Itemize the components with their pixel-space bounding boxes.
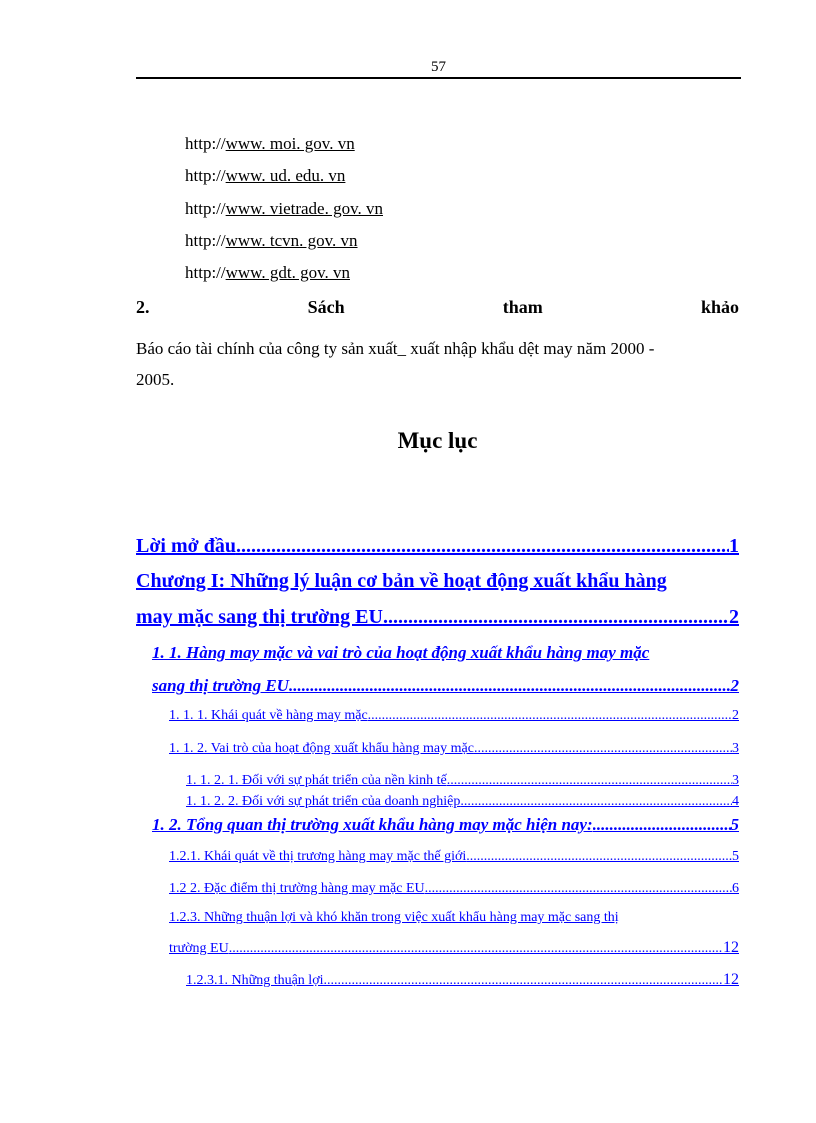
url-link[interactable]: www. moi. gov. vn: [225, 134, 355, 153]
toc-entry[interactable]: [186, 972, 739, 989]
toc-entry-text: sang thị trường EU: [152, 676, 289, 695]
toc-entry-text: 1. 1. 2. Vai trò của hoạt động xuất khẩu hàng may mặc: [169, 741, 474, 756]
toc-entry-cont[interactable]: [169, 939, 739, 957]
toc-leader: [323, 973, 723, 989]
toc-entry-text: Chương I: Những lý luận cơ bản về hoạt động xuất khẩu hàng: [136, 570, 667, 592]
book-reference-cont: 2005.: [136, 370, 175, 389]
toc-entry[interactable]: [152, 814, 739, 835]
toc-entry[interactable]: [169, 707, 739, 724]
url-link[interactable]: www. tcvn. gov. vn: [225, 231, 358, 250]
toc-leader: [383, 605, 729, 629]
url-link[interactable]: www. vietrade. gov. vn: [225, 199, 383, 218]
toc-entry-text: trường EU: [169, 941, 229, 956]
toc-entry-text: 1. 1. 2. 2. Đối với sự phát triển của doanh nghiệp: [186, 794, 461, 809]
url-link[interactable]: www. gdt. gov. vn: [225, 263, 350, 282]
toc-entry-text: 1.2.3. Những thuận lợi và khó khăn trong việc xuất khẩu hàng may mặc sang thị: [169, 910, 619, 925]
toc-page: 5: [730, 815, 739, 834]
toc-entry[interactable]: [136, 569, 739, 593]
toc-entry-text: 1. 2. Tổng quan thị trường xuất khẩu hàng may mặc hiện nay:: [152, 815, 593, 834]
url-item: [185, 166, 345, 186]
toc-page: 5: [732, 849, 739, 864]
toc-leader: [593, 814, 731, 835]
toc-page: 3: [732, 773, 739, 788]
toc-leader: [474, 740, 732, 757]
toc-page: 2: [729, 606, 739, 628]
url-item: [185, 199, 383, 219]
toc-page: 1: [729, 535, 739, 557]
url-prefix: http://: [185, 166, 226, 185]
toc-leader: [289, 675, 731, 696]
toc-title: Mục lục: [397, 428, 478, 453]
toc-entry[interactable]: [169, 848, 739, 865]
toc-entry[interactable]: [186, 773, 739, 789]
toc-entry-text: 1. 1. 2. 1. Đối với sự phát triển của nền kinh tế: [186, 773, 447, 788]
toc-leader: [425, 880, 732, 897]
toc-leader: [447, 773, 732, 789]
section-word: tham: [502, 297, 543, 317]
header-rule: [136, 77, 741, 79]
toc-leader: [368, 707, 732, 724]
toc-entry[interactable]: [152, 642, 739, 663]
toc-entry[interactable]: [169, 880, 739, 897]
toc-page: 6: [732, 881, 739, 896]
toc-entry-text: Lời mở đầu: [136, 535, 236, 557]
url-prefix: http://: [185, 134, 226, 153]
toc-page: 12: [723, 939, 739, 956]
toc-page: 12: [723, 972, 739, 988]
section-word: khảo: [700, 297, 739, 317]
toc-page: 3: [732, 741, 739, 756]
url-item: [185, 263, 350, 283]
url-prefix: http://: [185, 199, 226, 218]
toc-entry[interactable]: [186, 794, 739, 810]
toc-leader: [229, 940, 723, 957]
toc-entry-text: 1.2.3.1. Những thuận lợi: [186, 973, 324, 988]
toc-entry-text: may mặc sang thị trường EU: [136, 606, 383, 628]
toc-page: 4: [732, 794, 739, 809]
toc-page: 2: [730, 676, 739, 695]
url-item: [185, 231, 358, 251]
book-reference: Báo cáo tài chính của công ty sản xuất_ xuất nhập khẩu dệt may năm 2000 -: [136, 339, 655, 358]
toc-entry-text: 1. 1. Hàng may mặc và vai trò của hoạt động xuất khẩu hàng may mặc: [152, 643, 650, 662]
toc-entry-text: 1. 1. 1. Khái quát về hàng may mặc: [169, 708, 368, 723]
section-word: Sách: [307, 297, 345, 317]
url-prefix: http://: [185, 263, 226, 282]
toc-entry-cont[interactable]: [152, 675, 739, 696]
section-number: 2.: [136, 297, 150, 317]
toc-entry-text: 1.2.1. Khái quát về thị trương hàng may mặc thế giới: [169, 849, 467, 864]
toc-entry-cont[interactable]: [136, 605, 739, 629]
toc-page: 2: [732, 708, 739, 723]
section-heading: [136, 296, 739, 318]
url-prefix: http://: [185, 231, 226, 250]
toc-entry[interactable]: [169, 740, 739, 757]
toc-leader: [460, 794, 732, 810]
url-link[interactable]: www. ud. edu. vn: [225, 166, 346, 185]
toc-leader: [236, 534, 729, 558]
toc-entry[interactable]: [169, 909, 739, 926]
toc-entry[interactable]: [136, 534, 739, 558]
page-number: 57: [431, 59, 446, 75]
toc-leader: [466, 848, 732, 865]
toc-entry-text: 1.2 2. Đặc điểm thị trường hàng may mặc EU: [169, 881, 425, 896]
url-item: [185, 134, 355, 154]
